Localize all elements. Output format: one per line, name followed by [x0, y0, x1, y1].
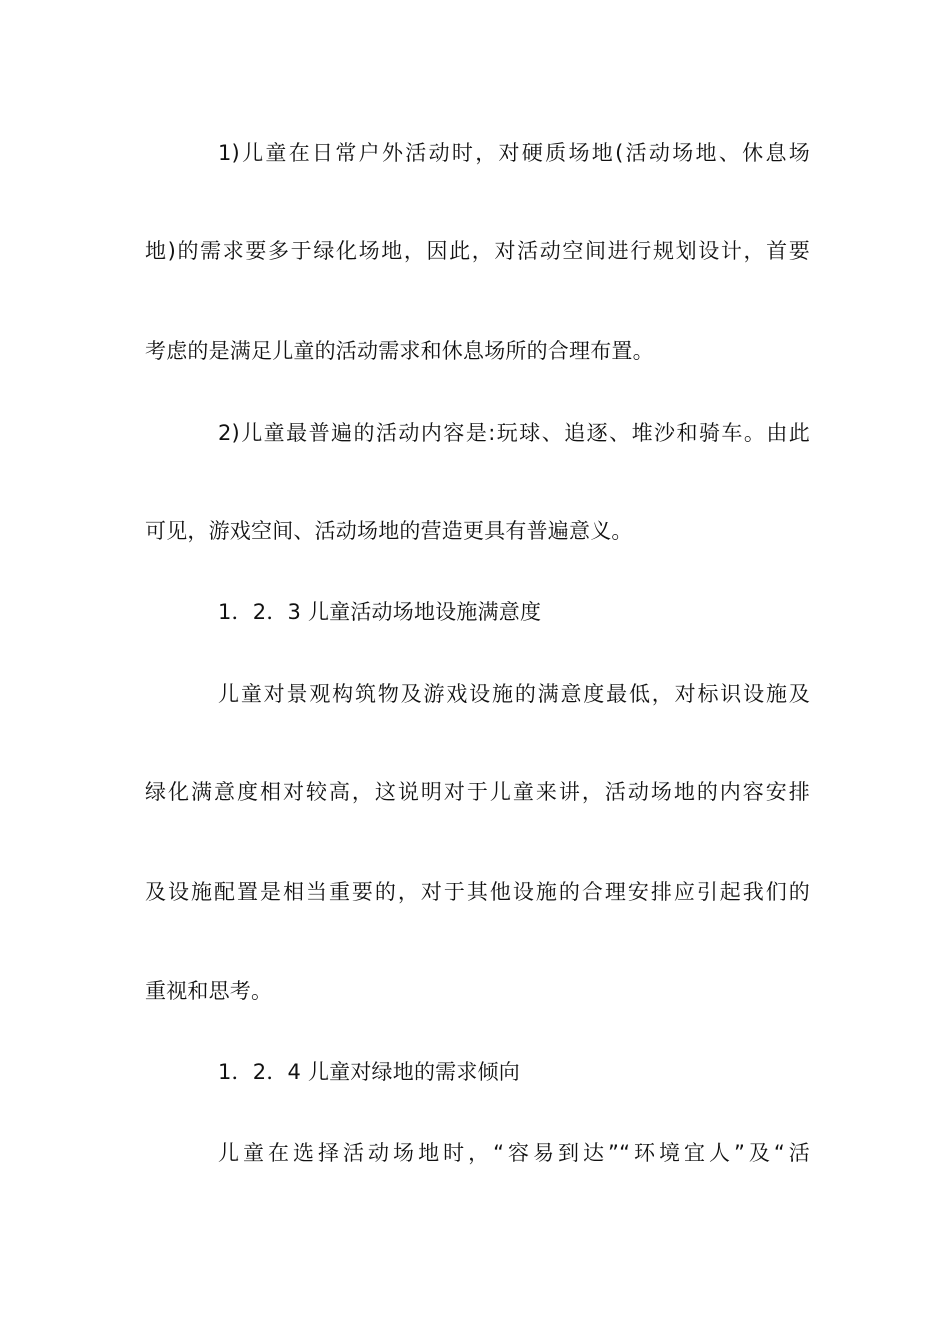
- paragraph-4-line-1: 儿童在选择活动场地时，“容易到达”“环境宜人”及“活: [218, 1141, 810, 1165]
- paragraph-1-line-2: 地)的需求要多于绿化场地，因此，对活动空间进行规划设计，首要: [145, 239, 810, 263]
- paragraph-3-line-3: 及设施配置是相当重要的，对于其他设施的合理安排应引起我们的: [145, 880, 810, 904]
- paragraph-2-line-2: 可见，游戏空间、活动场地的营造更具有普遍意义。: [145, 519, 633, 543]
- paragraph-2-line-1: 2)儿童最普遍的活动内容是:玩球、追逐、堆沙和骑车。由此: [218, 421, 810, 445]
- section-heading-1-2-4: 1．2．4 儿童对绿地的需求倾向: [218, 1060, 520, 1084]
- paragraph-3-line-4: 重视和思考。: [145, 979, 273, 1003]
- paragraph-3-line-2: 绿化满意度相对较高，这说明对于儿童来讲，活动场地的内容安排: [145, 780, 810, 804]
- paragraph-1-line-1: 1)儿童在日常户外活动时，对硬质场地(活动场地、休息场: [218, 141, 810, 165]
- section-heading-1-2-3: 1．2．3 儿童活动场地设施满意度: [218, 600, 542, 624]
- paragraph-1-line-3: 考虑的是满足儿童的活动需求和休息场所的合理布置。: [145, 339, 654, 363]
- paragraph-3-line-1: 儿童对景观构筑物及游戏设施的满意度最低，对标识设施及: [218, 682, 810, 706]
